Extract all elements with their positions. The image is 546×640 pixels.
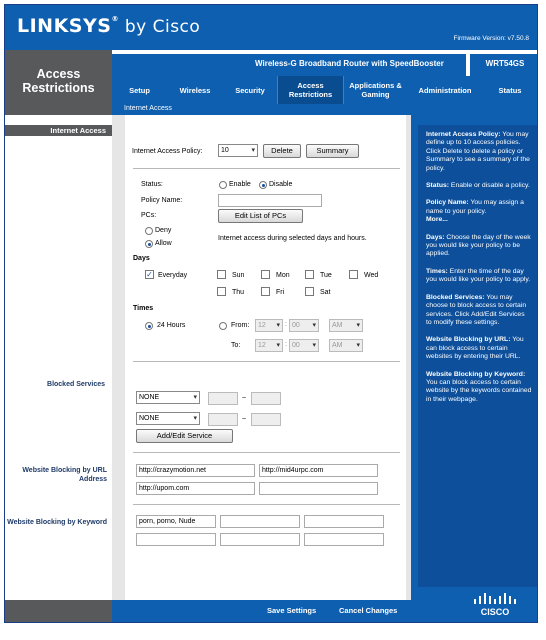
divider — [133, 452, 400, 453]
mon-label: Mon — [276, 272, 290, 279]
help-name-text: You may assign a name to your policy. — [426, 199, 524, 215]
url-input-1[interactable]: http://crazymotion.net — [136, 464, 255, 477]
24-hours-radio[interactable] — [145, 322, 153, 330]
tab-administration[interactable]: Administration — [418, 85, 472, 95]
keyword-input-3[interactable] — [304, 515, 384, 528]
wed-checkbox[interactable] — [349, 270, 358, 279]
edit-list-pcs-button[interactable]: Edit List of PCs — [218, 209, 303, 223]
help-url-text: You can block access to certain websites by entering their URL. — [426, 336, 524, 361]
help-days-title: Days: — [426, 233, 445, 241]
save-settings-button[interactable]: Save Settings — [267, 606, 317, 615]
tab-wireless[interactable]: Wireless — [179, 85, 211, 95]
times-title: Times — [133, 305, 154, 312]
keyword-input-5[interactable] — [220, 533, 300, 546]
blocked-services-label: Blocked Services — [47, 381, 105, 388]
to-colon: : — [285, 341, 287, 348]
help-days-text: Choose the day of the week you would like your policy to be applied. — [426, 233, 531, 258]
policy-name-input[interactable] — [218, 194, 322, 207]
range-tilde: ~ — [242, 395, 247, 402]
help-kw-text: You can block access to certain website by the keywords contained in their webpage. — [426, 378, 532, 403]
to-minute-select[interactable]: 00 ▾ — [289, 339, 319, 352]
time-range-radio[interactable] — [219, 322, 227, 330]
blocked-service-2-port-end[interactable] — [251, 413, 281, 426]
help-blocked-text: You may choose to block access to certain services. Click Add/Edit Services to modify these settings. — [426, 293, 527, 326]
from-hour-select[interactable]: 12 ▾ — [255, 319, 283, 332]
to-ampm-select[interactable]: AM ▾ — [329, 339, 363, 352]
cancel-changes-button[interactable]: Cancel Changes — [339, 606, 398, 615]
access-allow-radio[interactable] — [145, 240, 153, 248]
sat-checkbox[interactable] — [305, 287, 314, 296]
keyword-input-6[interactable] — [304, 533, 384, 546]
router-config-page — [4, 4, 538, 623]
subtab-internet-access[interactable]: Internet Access — [124, 105, 172, 112]
keyword-input-4[interactable] — [136, 533, 216, 546]
sat-label: Sat — [320, 289, 331, 296]
mon-checkbox[interactable] — [261, 270, 270, 279]
blocked-service-1-port-start[interactable] — [208, 392, 238, 405]
access-note: Internet access during selected days and hours. — [218, 235, 367, 242]
add-edit-service-button[interactable]: Add/Edit Service — [136, 429, 233, 443]
main-tabs — [112, 76, 537, 104]
divider — [133, 504, 400, 505]
blocked-service-2-port-start[interactable] — [208, 413, 238, 426]
help-status-text: Enable or disable a policy. — [449, 182, 530, 190]
product-name: Wireless-G Broadband Router with SpeedBooster — [255, 59, 444, 68]
divider — [133, 361, 400, 362]
sun-checkbox[interactable] — [217, 270, 226, 279]
keyword-input-2[interactable] — [220, 515, 300, 528]
help-policy-title: Internet Access Policy: — [426, 131, 501, 138]
help-times-title: Times: — [426, 267, 448, 275]
help-text — [426, 131, 532, 413]
everyday-checkbox[interactable]: ✓ — [146, 270, 153, 279]
everyday-label: Everyday — [158, 272, 188, 279]
status-enable-label: Enable — [229, 181, 251, 188]
policy-label: Internet Access Policy: — [132, 148, 203, 155]
firmware-version: Firmware Version: v7.50.8 — [453, 35, 529, 42]
help-kw-title: Website Blocking by Keyword: — [426, 370, 526, 378]
tab-status[interactable]: Status — [498, 85, 522, 95]
sun-label: Sun — [232, 272, 245, 279]
tab-applications-gaming[interactable]: Applications & Gaming — [349, 81, 402, 99]
cisco-wordmark: CISCO — [480, 607, 510, 617]
website-keyword-label: Website Blocking by Keyword — [7, 519, 107, 526]
status-label: Status: — [141, 181, 163, 188]
model-number: WRT54GS — [485, 59, 525, 68]
policy-select[interactable]: 10 ▾ — [218, 144, 258, 157]
to-label: To: — [231, 342, 241, 349]
sub-tabs — [112, 104, 537, 115]
status-disable-label: Disable — [269, 181, 293, 188]
summary-button[interactable]: Summary — [306, 144, 359, 158]
blocked-service-1-port-end[interactable] — [251, 392, 281, 405]
access-deny-radio[interactable] — [145, 227, 153, 235]
fri-label: Fri — [276, 289, 285, 296]
left-column — [5, 115, 112, 600]
website-url-label: Website Blocking by URL Address — [22, 467, 107, 483]
url-input-3[interactable]: http://upom.com — [136, 482, 255, 495]
help-policy-text: You may define up to 10 access policies. Click Delete to delete a policy or Summary to see a summary of the policy. — [426, 131, 530, 172]
divider — [133, 168, 400, 169]
from-minute-select[interactable]: 00 ▾ — [289, 319, 319, 332]
section-title: Access Restrictions — [22, 67, 95, 95]
url-input-2[interactable]: http://mid4urpc.com — [259, 464, 378, 477]
delete-button[interactable]: Delete — [263, 144, 301, 158]
range-tilde: ~ — [242, 416, 247, 423]
status-enable-radio[interactable] — [219, 181, 227, 189]
access-allow-label: Allow — [155, 240, 172, 247]
tue-checkbox[interactable] — [305, 270, 314, 279]
days-title: Days — [133, 255, 150, 262]
24-hours-label: 24 Hours — [157, 322, 186, 329]
fri-checkbox[interactable] — [261, 287, 270, 296]
help-more-link[interactable]: More... — [426, 216, 448, 224]
keyword-input-1[interactable]: porn, porno, Nude — [136, 515, 216, 528]
help-url-title: Website Blocking by URL: — [426, 336, 511, 344]
help-blocked-title: Blocked Services: — [426, 293, 485, 301]
footer-left — [5, 600, 112, 623]
cisco-logo-icon — [468, 590, 528, 620]
linksys-logo: LINKSYS® by Cisco — [17, 15, 201, 37]
content-left-gutter — [112, 115, 125, 600]
from-ampm-select[interactable]: AM ▾ — [329, 319, 363, 332]
help-name-title: Policy Name: — [426, 199, 469, 207]
internet-access-header: Internet Access — [5, 125, 112, 136]
product-bar — [112, 50, 537, 76]
from-label: From: — [231, 322, 250, 329]
thu-checkbox[interactable] — [217, 287, 226, 296]
blocked-service-2-select[interactable]: NONE ▾ — [136, 412, 200, 425]
help-times-text: Enter the time of the day you would like your policy to apply. — [426, 267, 531, 284]
tab-security[interactable]: Security — [235, 85, 265, 95]
tue-label: Tue — [320, 272, 332, 279]
blocked-service-1-select[interactable]: NONE ▾ — [136, 391, 200, 404]
tab-setup[interactable]: Setup — [129, 85, 150, 95]
access-deny-label: Deny — [155, 227, 172, 234]
tab-access-restrictions[interactable]: Access Restrictions — [277, 76, 344, 104]
help-status-title: Status: — [426, 182, 450, 190]
policy-name-label: Policy Name: — [141, 197, 183, 204]
pcs-label: PCs: — [141, 212, 157, 219]
status-disable-radio[interactable] — [259, 181, 267, 189]
thu-label: Thu — [232, 289, 245, 296]
wed-label: Wed — [364, 272, 379, 279]
from-colon: : — [285, 321, 287, 328]
url-input-4[interactable] — [259, 482, 378, 495]
to-hour-select[interactable]: 12 ▾ — [255, 339, 283, 352]
